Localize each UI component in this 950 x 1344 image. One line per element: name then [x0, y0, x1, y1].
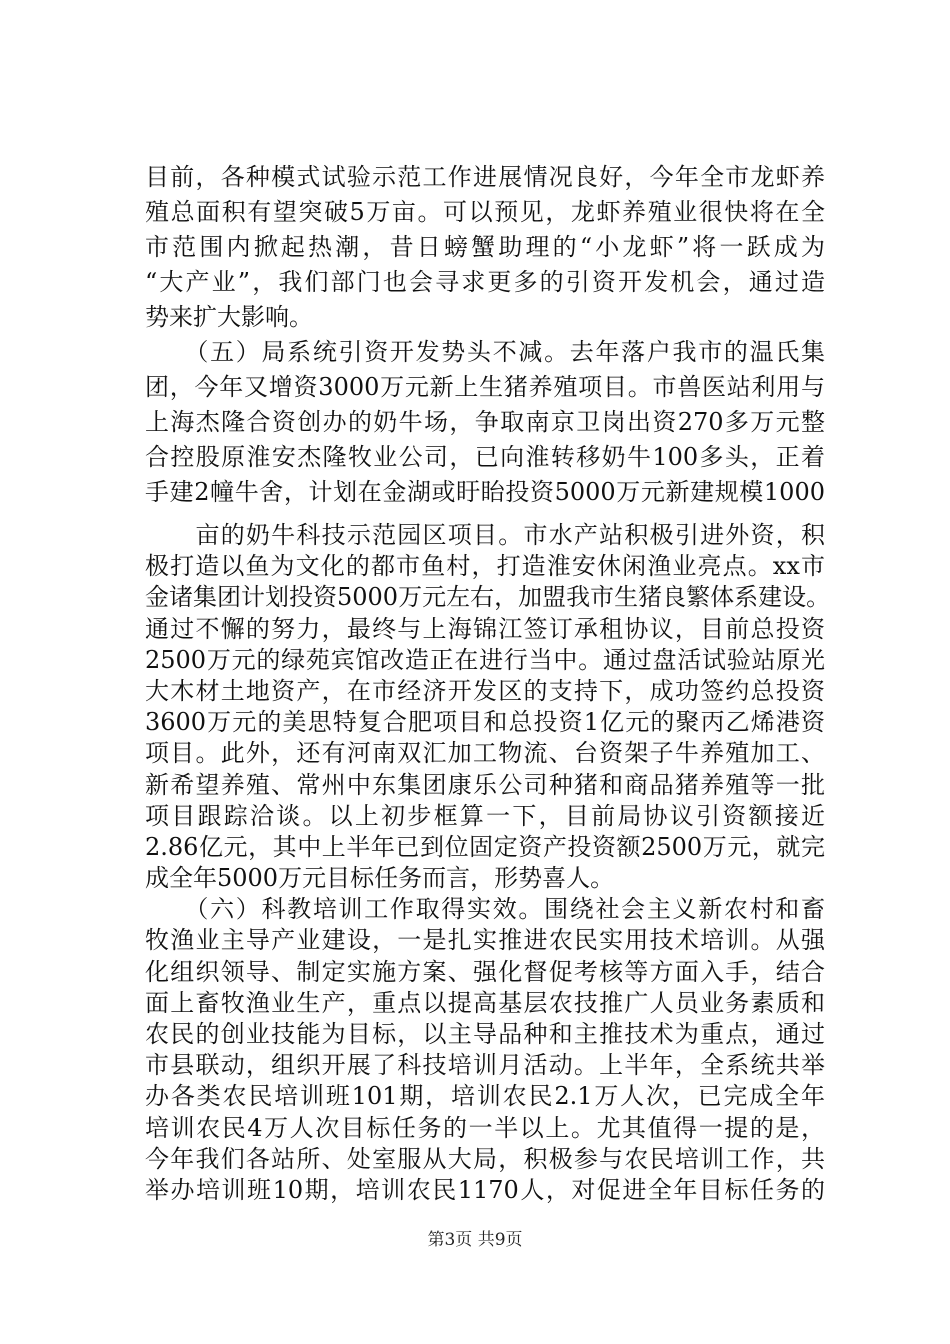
paragraph-line: （五）局系统引资开发势头不减。去年落户我市的温氏集: [145, 338, 825, 366]
paragraph-line: 农民的创业技能为目标，以主导品种和主推技术为重点，通过: [145, 1020, 825, 1049]
paragraph-line: 项目跟踪洽谈。以上初步框算一下，目前局协议引资额接近: [145, 801, 825, 830]
paragraph-line: 极打造以鱼为文化的都市鱼村，打造淮安休闲渔业亮点。xx市: [145, 552, 825, 581]
paragraph-line: 市县联动，组织开展了科技培训月活动。上半年，全系统共举: [145, 1051, 825, 1080]
paragraph-line: 新希望养殖、常州中东集团康乐公司种猪和商品猪养殖等一批: [145, 770, 825, 799]
paragraph-line: 培训农民4万人次目标任务的一半以上。尤其值得一提的是，: [145, 1113, 825, 1142]
paragraph-line: （六）科教培训工作取得实效。围绕社会主义新农村和畜: [145, 895, 825, 924]
paragraph-line: 目前，各种模式试验示范工作进展情况良好，今年全市龙虾养: [145, 163, 825, 191]
paragraph-line: 办各类农民培训班101期，培训农民2.1万人次，已完成全年: [145, 1082, 825, 1111]
page-footer: 第3页 共9页: [427, 1230, 523, 1250]
paragraph-line: 3600万元的美思特复合肥项目和总投资1亿元的聚丙乙烯港资: [145, 708, 825, 737]
paragraph-line: 成全年5000万元目标任务而言，形势喜人。: [145, 864, 615, 893]
paragraph-line: 面上畜牧渔业生产，重点以提高基层农技推广人员业务素质和: [145, 988, 825, 1017]
paragraph-line: 手建2幢牛舍，计划在金湖或盱眙投资5000万元新建规模1000: [145, 478, 825, 506]
paragraph-line: 2.86亿元，其中上半年已到位固定资产投资额2500万元，就完: [145, 832, 825, 861]
paragraph-line: “大产业”，我们部门也会寻求更多的引资开发机会，通过造: [145, 268, 825, 296]
paragraph-line: 金诸集团计划投资5000万元左右，加盟我市生猪良繁体系建设。: [145, 583, 831, 612]
paragraph-line: 市范围内掀起热潮，昔日螃蟹助理的“小龙虾”将一跃成为: [145, 233, 825, 261]
paragraph-line: 化组织领导、制定实施方案、强化督促考核等方面入手，结合: [145, 957, 825, 986]
paragraph-line: 亩的奶牛科技示范园区项目。市水产站积极引进外资，积: [145, 521, 825, 549]
paragraph-line: 项目。此外，还有河南双汇加工物流、台资架子牛养殖加工、: [145, 739, 825, 768]
paragraph-line: 通过不懈的努力，最终与上海锦江签订承租协议，目前总投资: [145, 614, 825, 643]
paragraph-line: 举办培训班10期，培训农民1170人，对促进全年目标任务的: [145, 1176, 825, 1204]
paragraph-line: 今年我们各站所、处室服从大局，积极参与农民培训工作，共: [145, 1144, 825, 1173]
paragraph-line: 合控股原淮安杰隆牧业公司，已向淮转移奶牛100多头，正着: [145, 443, 825, 471]
paragraph-line: 大木材土地资产，在市经济开发区的支持下，成功签约总投资: [145, 676, 825, 705]
paragraph-line: 2500万元的绿苑宾馆改造正在进行当中。通过盘活试验站原光: [145, 645, 825, 674]
paragraph-line: 势来扩大影响。: [145, 303, 313, 331]
paragraph-line: 上海杰隆合资创办的奶牛场，争取南京卫岗出资270多万元整: [145, 408, 825, 436]
paragraph-line: 牧渔业主导产业建设，一是扎实推进农民实用技术培训。从强: [145, 926, 825, 955]
paragraph-line: 团，今年又增资3000万元新上生猪养殖项目。市兽医站利用与: [145, 373, 825, 401]
paragraph-line: 殖总面积有望突破5万亩。可以预见，龙虾养殖业很快将在全: [145, 198, 825, 226]
